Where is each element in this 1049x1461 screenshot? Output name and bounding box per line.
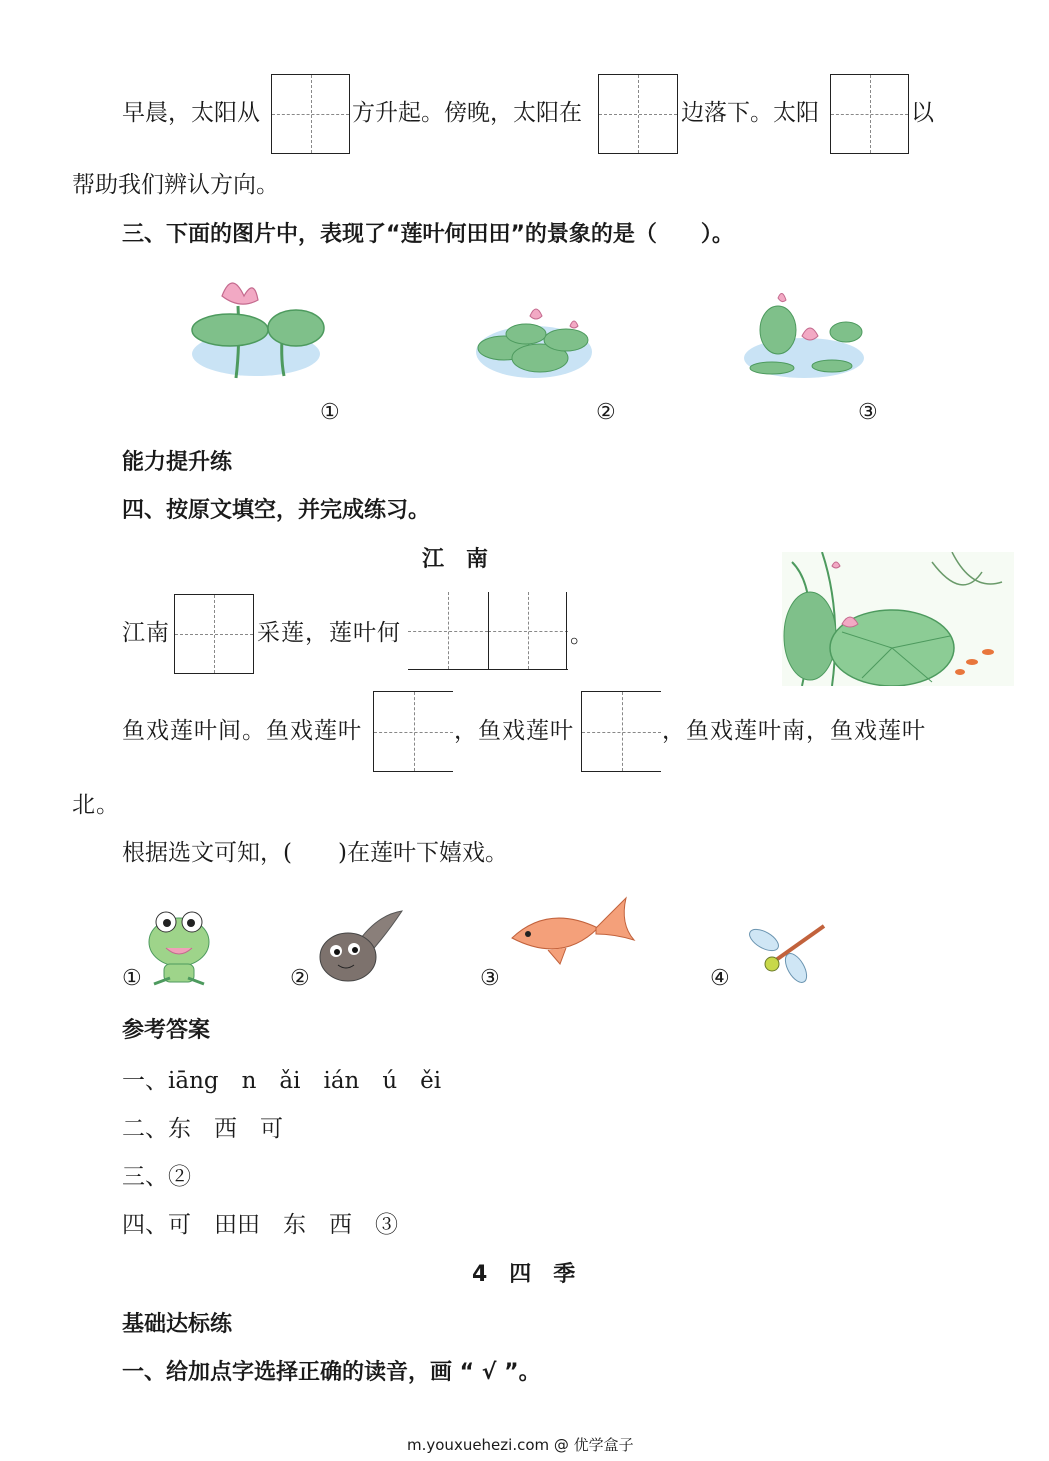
poem-line3: 北。 <box>72 792 120 818</box>
footer-watermark: m.youxuehezi.com @ 优学盒子 <box>407 1436 634 1454</box>
answers-heading: 参考答案 <box>122 1018 211 1043</box>
answer-box-ke[interactable] <box>830 74 909 154</box>
frog-image[interactable] <box>144 908 214 988</box>
box-edge <box>566 592 567 670</box>
option-label-3: ③ <box>858 400 878 425</box>
fill-text-2: 帮助我们辨认方向。 <box>72 172 279 198</box>
fill-text-1b: 方升起。傍晚，太阳在 <box>352 100 582 126</box>
question-4: 四、按原文填空，并完成练习。 <box>122 498 431 523</box>
dragonfly-image[interactable] <box>746 920 828 984</box>
answer-2: 二、东 西 可 <box>122 1116 283 1142</box>
lotus-image-3[interactable] <box>742 292 866 382</box>
poem-line2-c: ，鱼戏莲叶南，鱼戏莲叶 <box>662 718 926 744</box>
fill-text-1a: 早晨，太阳从 <box>122 100 260 126</box>
animal-label-1: ① <box>122 966 142 991</box>
animal-label-3[interactable]: ③ <box>480 966 500 991</box>
followup-question: 根据选文可知，( )在莲叶下嬉戏。 <box>122 840 508 866</box>
fill-text-1d: 以 <box>911 100 934 126</box>
answer-box-ke-poem[interactable] <box>174 594 254 674</box>
answer-1: 一、iāng n ǎi ián ú ěi <box>122 1068 442 1094</box>
lesson-heading: 基础达标练 <box>122 1312 233 1337</box>
poem-line2-a: 鱼戏莲叶间。鱼戏莲叶 <box>122 718 362 744</box>
answer-box-east[interactable] <box>271 74 350 154</box>
option-label-1: ① <box>320 400 340 425</box>
fill-text-1c: 边落下。太阳 <box>681 100 819 126</box>
answer-3: 三、② <box>122 1164 191 1190</box>
answer-box-xi[interactable] <box>581 691 661 772</box>
box-divider <box>488 592 489 670</box>
lotus-image-2[interactable] <box>474 300 596 382</box>
animal-label-2: ② <box>290 966 310 991</box>
ability-heading: 能力提升练 <box>122 450 233 475</box>
answer-4: 四、可 田田 东 西 ③ <box>122 1212 398 1238</box>
poem-line1-b: 采莲，莲叶何 <box>257 620 401 646</box>
fish-image[interactable] <box>508 894 636 966</box>
question-3: 三、下面的图片中，表现了“莲叶何田田”的景象的是（ ）。 <box>122 222 734 247</box>
answer-box-west[interactable] <box>598 74 678 154</box>
lesson-question: 一、给加点字选择正确的读音，画 “ √ ”。 <box>122 1360 541 1385</box>
answer-box-dong[interactable] <box>373 691 453 772</box>
animal-label-4: ④ <box>710 966 730 991</box>
lesson-title: 4 四 季 <box>472 1262 576 1287</box>
tadpole-image[interactable] <box>316 905 406 985</box>
option-label-2: ② <box>596 400 616 425</box>
poem-title: 江 南 <box>422 547 489 572</box>
lotus-image-1[interactable] <box>188 266 328 380</box>
poem-illustration <box>782 552 1014 686</box>
poem-line1-a: 江南 <box>122 620 170 646</box>
poem-line2-b: ，鱼戏莲叶 <box>454 718 574 744</box>
poem-line1-c: 。 <box>570 622 594 648</box>
